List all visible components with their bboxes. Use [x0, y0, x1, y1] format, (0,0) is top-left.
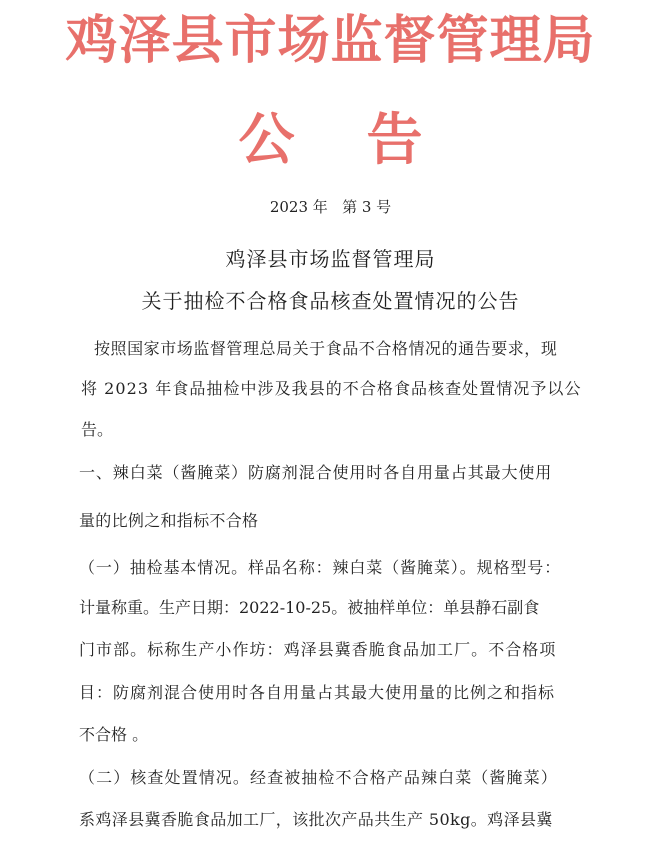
notice-label-header: 公告	[238, 107, 495, 173]
document-number: 2023 年 第 3 号	[269, 198, 392, 216]
section-heading-continued: 量的比例之和指标不合格	[79, 511, 259, 530]
section-heading: 一、辣白菜（酱腌菜）防腐剂混合使用时各自用量占其最大使用	[79, 463, 553, 482]
document-title-line-1: 鸡泽县市场监督管理局	[225, 247, 436, 271]
document-title-line-2: 关于抽检不合格食品核查处置情况的公告	[141, 289, 520, 313]
body-line: 目：防腐剂混合使用时各自用量占其最大使用量的比例之和指标	[79, 683, 556, 702]
body-line: 不合格 。	[79, 725, 149, 744]
body-line: 将 2023 年食品抽检中涉及我县的不合格食品核查处置情况予以公	[81, 379, 582, 398]
body-line: 告。	[81, 420, 114, 439]
body-line: 计量称重。生产日期：2022-10-25。被抽样单位：单县静石副食	[79, 598, 540, 617]
agency-name-header: 鸡泽县市场监督管理局	[65, 10, 596, 71]
body-line: 系鸡泽县冀香脆食品加工厂，该批次产品共生产 50kg。鸡泽县冀	[79, 810, 553, 829]
body-line: （一）抽检基本情况。样品名称：辣白菜（酱腌菜）。规格型号：	[79, 558, 562, 577]
body-line: （二）核查处置情况。经查被抽检不合格产品辣白菜（酱腌菜）	[79, 768, 558, 787]
body-line: 门市部。标称生产小作坊：鸡泽县冀香脆食品加工厂。不合格项	[79, 640, 557, 659]
body-line: 按照国家市场监督管理总局关于食品不合格情况的通告要求，现	[94, 339, 558, 358]
